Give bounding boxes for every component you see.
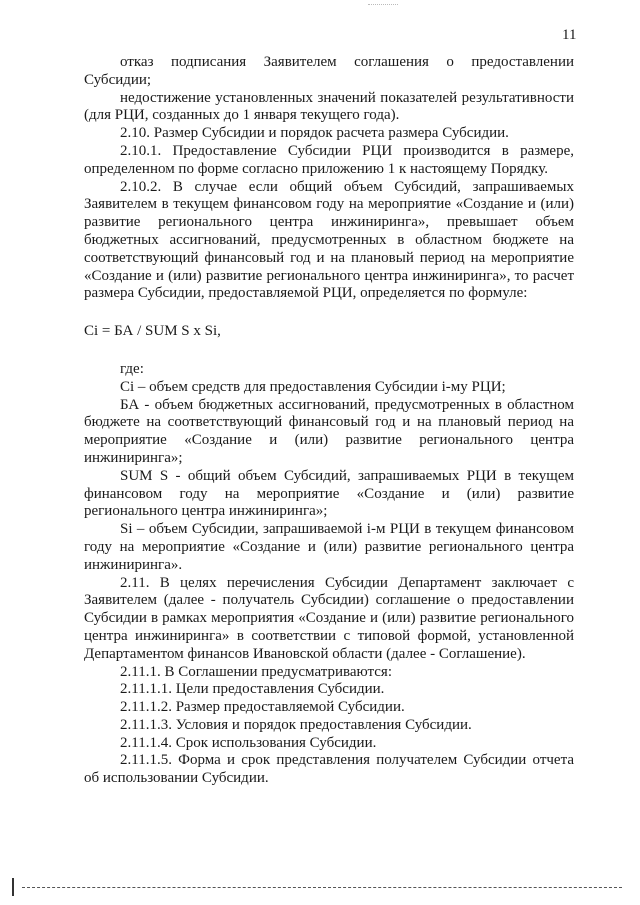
definition-sum-s: SUM S - общий объем Субсидий, запрашиваемых РЦИ в текущем финансовом году на мероприятие «Создание и (или) развитие регионального центра инжиниринга»;	[84, 467, 574, 520]
paragraph-2-11-1-1: 2.11.1.1. Цели предоставления Субсидии.	[120, 681, 385, 698]
page-number: 11	[562, 27, 577, 43]
paragraph-2-11: 2.11. В целях перечисления Субсидии Департамент заключает с Заявителем (далее - получатель Субсидии) соглашение о предоставлении Субсидии в рамках мероприятия «Создание и (или) развитие регионального центра инжиниринга» в соответствии с типовой формой, установленной Департаментом финансов Ивановской области (далее - Соглашение).	[84, 574, 574, 662]
paragraph-refusal: отказ подписания Заявителем соглашения о предоставлении Субсидии;	[84, 54, 574, 88]
scan-artifact	[368, 4, 398, 9]
scan-edge-mark	[12, 878, 14, 896]
paragraph-not-achieved: недостижение установленных значений показателей результативности (для РЦИ, созданных до 1 января текущего года).	[84, 89, 574, 124]
definition-where: где:	[120, 360, 144, 377]
definition-ci: Ci – объем средств для предоставления Субсидии i-му РЦИ;	[120, 378, 506, 395]
definition-si: Si – объем Субсидии, запрашиваемой i-м РЦИ в текущем финансовом году на мероприятие «Создание и (или) развитие регионального центра инжиниринга».	[84, 521, 574, 573]
definition-ba: БА - объем бюджетных ассигнований, предусмотренных в областном бюджете на соответствующий финансовый год и на плановый период на мероприятие «Создание и (или) развитие регионального центра инжиниринга»;	[84, 396, 574, 466]
paragraph-2-10-1: 2.10.1. Предоставление Субсидии РЦИ производится в размере, определенном по форме согласно приложению 1 к настоящему Порядку.	[84, 142, 574, 177]
paragraph-2-11-1-4: 2.11.1.4. Срок использования Субсидии.	[120, 734, 377, 751]
paragraph-2-11-1-2: 2.11.1.2. Размер предоставляемой Субсидии.	[120, 699, 405, 716]
paragraph-2-11-1-3: 2.11.1.3. Условия и порядок предоставления Субсидии.	[120, 716, 472, 733]
formula: Ci = БА / SUM S x Si,	[84, 323, 221, 340]
paragraph-2-11-1-5: 2.11.1.5. Форма и срок представления получателем Субсидии отчета об использовании Субсидии.	[84, 752, 574, 787]
bottom-scan-line	[22, 887, 622, 888]
paragraph-2-10: 2.10. Размер Субсидии и порядок расчета размера Субсидии.	[120, 125, 509, 142]
document-body	[84, 54, 574, 788]
paragraph-2-10-2: 2.10.2. В случае если общий объем Субсидий, запрашиваемых Заявителем в текущем финансовом году на мероприятие «Создание и (или) развитие регионального центра инжиниринга», превышает объем бюджетных ассигнований, предусмотренных в областном бюджете на соответствующий финансовый год и на плановый период на мероприятие «Создание и (или) развитие регионального центра инжиниринга», то расчет размера Субсидии, предоставляемой РЦИ, определяется по формуле:	[84, 178, 574, 302]
paragraph-2-11-1: 2.11.1. В Соглашении предусматриваются:	[120, 663, 392, 680]
